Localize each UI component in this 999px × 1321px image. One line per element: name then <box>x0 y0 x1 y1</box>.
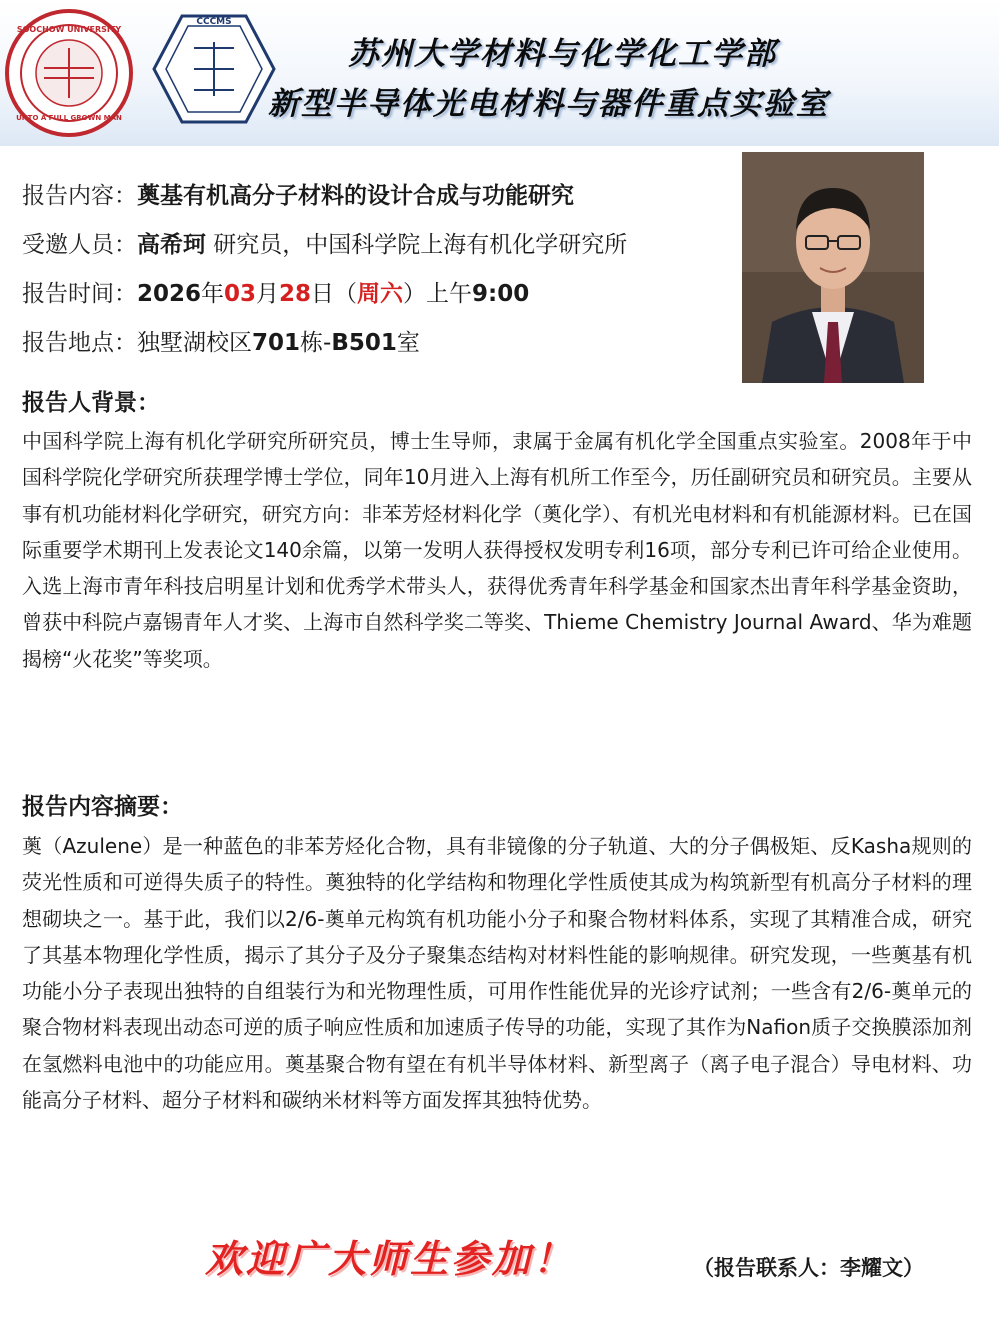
speaker-row <box>22 221 627 270</box>
time-close: ）上午 <box>403 281 473 307</box>
soochow-university-logo <box>4 8 134 138</box>
time-row <box>22 270 627 319</box>
topic-row <box>22 172 627 221</box>
place-dong: 栋- <box>300 330 332 356</box>
contact-person: （报告联系人：李耀文） <box>693 1256 924 1280</box>
background-text: 中国科学院上海有机化学研究所研究员，博士生导师，隶属于金属有机化学全国重点实验室。2008年于中国科学院化学研究所获理学博士学位，同年10月进入上海有机所工作至今，历任副研究员和研究员。主要从事有机功能材料化学研究，研究方向：非苯芳烃材料化学（薁化学）、有机光电材料和有机能源材料。已在国际重要学术期刊上发表论文140余篇，以第一发明人获得授权发明专利16项，部分专利已许可给企业使用。入选上海市青年科技启明星计划和优秀学术带头人，获得优秀青年科学基金和国家杰出青年科学基金资助，曾获中科院卢嘉锡青年人才奖、上海市自然科学奖二等奖、Thieme Chemistry Journal Award、华为难题揭榜“火花奖”等奖项。 <box>22 429 972 671</box>
time-nian: 年 <box>201 281 225 307</box>
time-month: 03 <box>224 281 257 307</box>
welcome-slogan: 欢迎广大师生参加！ <box>205 1236 575 1281</box>
place-row <box>22 319 627 368</box>
svg-text:UNTO A FULL GROWN MAN: UNTO A FULL GROWN MAN <box>16 114 122 122</box>
speaker-label: 受邀人员： <box>22 232 137 258</box>
background-title: 报告人背景： <box>22 390 160 416</box>
header-title-line2: 新型半导体光电材料与器件重点实验室 <box>268 86 829 122</box>
time-label: 报告时间： <box>22 281 137 307</box>
place-room: B501 <box>331 330 397 356</box>
abstract-text: 薁（Azulene）是一种蓝色的非苯芳烃化合物，具有非镜像的分子轨道、大的分子偶极矩、反Kasha规则的荧光性质和可逆得失质子的特性。薁独特的化学结构和物理化学性质使其成为构筑新型有机高分子材料的理想砌块之一。基于此，我们以2/6-薁单元构筑有机功能小分子和聚合物材料体系，实现了其精准合成，研究了其基本物理化学性质，揭示了其分子及分子聚集态结构对材料性能的影响规律。研究发现，一些薁基有机功能小分子表现出独特的自组装行为和光物理性质，可用作性能优异的光诊疗试剂；一些含有2/6-薁单元的聚合物材料表现出动态可逆的质子响应性质和加速质子传导的功能，实现了其作为Nafion质子交换膜添加剂在氢燃料电池中的功能应用。薁基聚合物有望在有机半导体材料、新型离子（离子电子混合）导电材料、功能高分子材料、超分子材料和碳纳米材料等方面发挥其独特优势。 <box>22 834 972 1113</box>
place-shi: 室 <box>396 330 420 356</box>
speaker-name: 高希珂 <box>137 232 206 258</box>
topic-value: 薁基有机高分子材料的设计合成与功能研究 <box>137 183 574 209</box>
college-logo <box>150 12 278 126</box>
time-year: 2026 <box>137 281 202 307</box>
speaker-affiliation: 研究员，中国科学院上海有机化学研究所 <box>206 232 628 258</box>
time-day: 28 <box>279 281 312 307</box>
event-info <box>22 172 627 368</box>
place-campus: 独墅湖校区 <box>137 330 252 356</box>
header-title-line1: 苏州大学材料与化学化工学部 <box>348 36 777 72</box>
time-ri: 日（ <box>311 281 358 307</box>
svg-text:CCCMS: CCCMS <box>196 17 232 27</box>
time-clock: 9:00 <box>472 281 530 307</box>
place-building: 701 <box>252 330 301 356</box>
abstract-title: 报告内容摘要： <box>22 794 183 820</box>
place-label: 报告地点： <box>22 330 137 356</box>
time-yue: 月 <box>256 281 280 307</box>
svg-text:SOOCHOW UNIVERSITY: SOOCHOW UNIVERSITY <box>16 25 122 34</box>
time-weekday: 周六 <box>357 281 404 307</box>
header-banner <box>0 0 999 146</box>
speaker-photo <box>742 152 924 383</box>
topic-label: 报告内容： <box>22 183 137 209</box>
